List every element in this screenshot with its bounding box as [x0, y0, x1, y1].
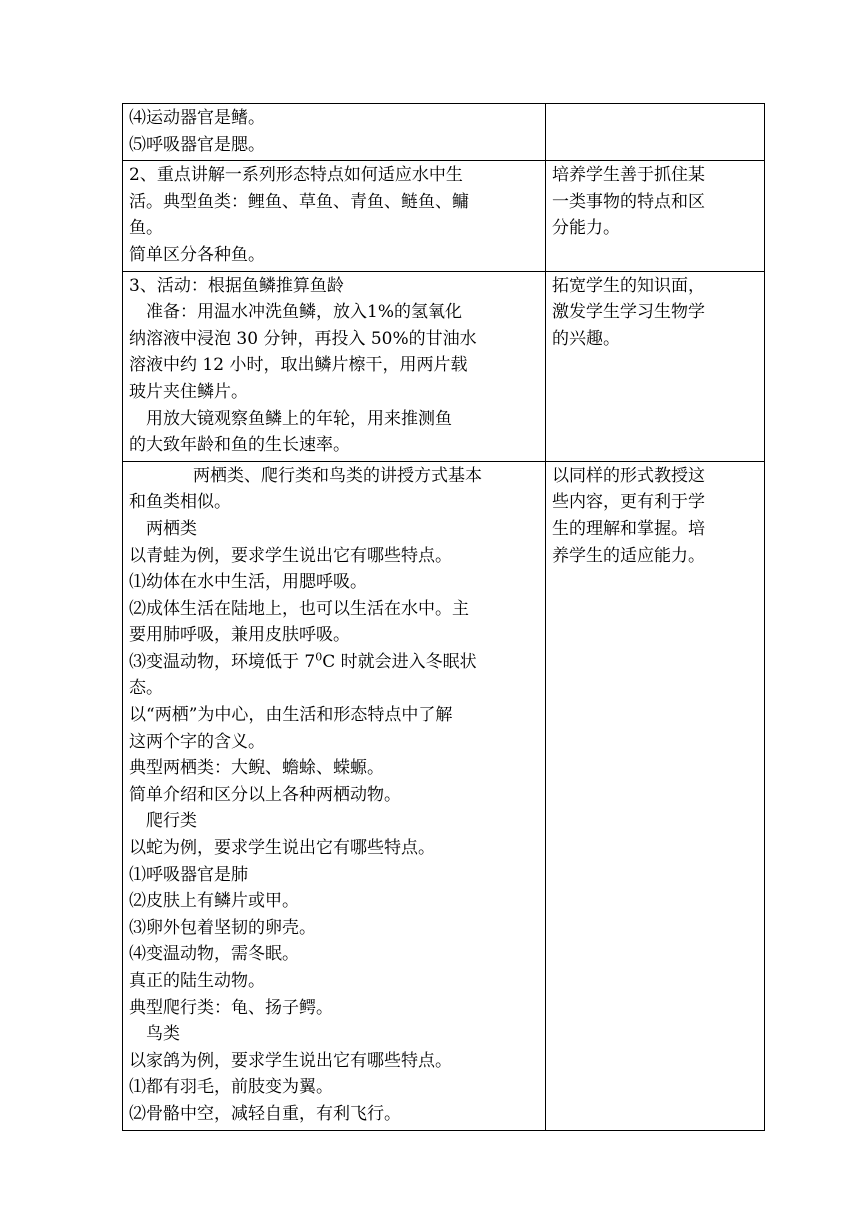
lesson-plan-table — [122, 103, 765, 1131]
section-heading: 鸟类 — [146, 1024, 180, 1045]
text-line: 以蛇为例，要求学生说出它有哪些特点。 — [129, 838, 435, 859]
text-line: 些内容，更有利于学 — [552, 492, 705, 513]
text-line: 两栖类、爬行类和鸟类的讲授方式基本 — [193, 465, 482, 486]
text-line: 养学生的适应能力。 — [552, 545, 705, 566]
text-line: ⑴都有羽毛，前肢变为翼。 — [129, 1077, 333, 1098]
text-segment: ⑶变温动物，环境低于 7 — [129, 651, 316, 672]
text-line: ⑸呼吸器官是腮。 — [129, 134, 265, 155]
text-line: 2、重点讲解一系列形态特点如何适应水中生 — [129, 165, 463, 186]
text-line: 用放大镜观察鱼鳞上的年轮，用来推测鱼 — [146, 408, 452, 429]
content-cell — [123, 461, 546, 1130]
text-line: 纳溶液中浸泡 30 分钟，再投入 50%的甘油水 — [129, 328, 477, 349]
text-segment: C 时就会进入冬眠状 — [322, 651, 477, 672]
text-line: 分能力。 — [552, 218, 620, 239]
superscript: 0 — [315, 650, 323, 664]
text-line: ⑵成体生活在陆地上，也可以生活在水中。主 — [129, 598, 469, 619]
text-line: 拓宽学生的知识面， — [552, 275, 705, 296]
text-line: ⑴呼吸器官是肺 — [129, 864, 248, 885]
text-line: ⑵骨骼中空，减轻自重，有利飞行。 — [129, 1103, 401, 1124]
text-line: 典型两栖类：大鲵、蟾蜍、蝾螈。 — [129, 758, 384, 779]
text-line: 以同样的形式教授这 — [552, 465, 705, 486]
text-line: ⑵皮肤上有鳞片或甲。 — [129, 891, 299, 912]
text-line — [129, 649, 539, 676]
text-line: 鱼。 — [129, 218, 163, 239]
text-line: 真正的陆生动物。 — [129, 971, 265, 991]
purpose-cell — [546, 104, 765, 161]
table-row — [123, 161, 765, 271]
purpose-cell — [546, 161, 765, 271]
text-line: 激发学生学习生物学 — [552, 302, 705, 323]
text-line: 准备：用温水冲洗鱼鳞，放入1%的氢氧化 — [146, 302, 462, 323]
text-line: 培养学生善于抓住某 — [552, 165, 705, 186]
text-line: 简单区分各种鱼。 — [129, 244, 265, 265]
content-cell — [123, 161, 546, 271]
section-heading: 爬行类 — [146, 811, 197, 832]
text-line: 的兴趣。 — [552, 328, 620, 349]
purpose-cell — [546, 461, 765, 1130]
text-line: ⑷变温动物，需冬眠。 — [129, 944, 299, 965]
text-line: 的大致年龄和鱼的生长速率。 — [129, 435, 350, 456]
section-heading: 两栖类 — [146, 518, 197, 539]
text-line: 溶液中约 12 小时，取出鳞片檫干，用两片载 — [129, 355, 468, 376]
text-line: 一类事物的特点和区 — [552, 191, 705, 212]
text-line: 以“两栖”为中心，由生活和形态特点中了解 — [129, 705, 453, 726]
text-line: 这两个字的含义。 — [129, 731, 265, 752]
table-row — [123, 271, 765, 461]
text-line: 活。典型鱼类：鲤鱼、草鱼、青鱼、鲢鱼、鳙 — [129, 191, 469, 212]
text-line: ⑷运动器官是鳍。 — [129, 108, 265, 128]
text-line: 生的理解和掌握。培 — [552, 518, 705, 539]
text-line: 态。 — [129, 678, 163, 699]
text-line: ⑴幼体在水中生活，用腮呼吸。 — [129, 572, 367, 593]
text-line: 和鱼类相似。 — [129, 492, 231, 513]
text-line: 典型爬行类：龟、扬子鳄。 — [129, 997, 333, 1018]
text-line: 以青蛙为例，要求学生说出它有哪些特点。 — [129, 545, 452, 566]
purpose-cell — [546, 271, 765, 461]
text-line: 3、活动：根据鱼鳞推算鱼龄 — [129, 275, 344, 296]
text-line: 玻片夹住鳞片。 — [129, 381, 248, 402]
table-row — [123, 461, 765, 1130]
content-cell — [123, 104, 546, 161]
text-line: 简单介绍和区分以上各种两栖动物。 — [129, 784, 401, 805]
content-cell — [123, 271, 546, 461]
table-row — [123, 104, 765, 161]
text-line: 要用肺呼吸，兼用皮肤呼吸。 — [129, 625, 350, 646]
text-line: 以家鸽为例，要求学生说出它有哪些特点。 — [129, 1050, 452, 1071]
text-line: ⑶卵外包着坚韧的卵壳。 — [129, 917, 316, 938]
